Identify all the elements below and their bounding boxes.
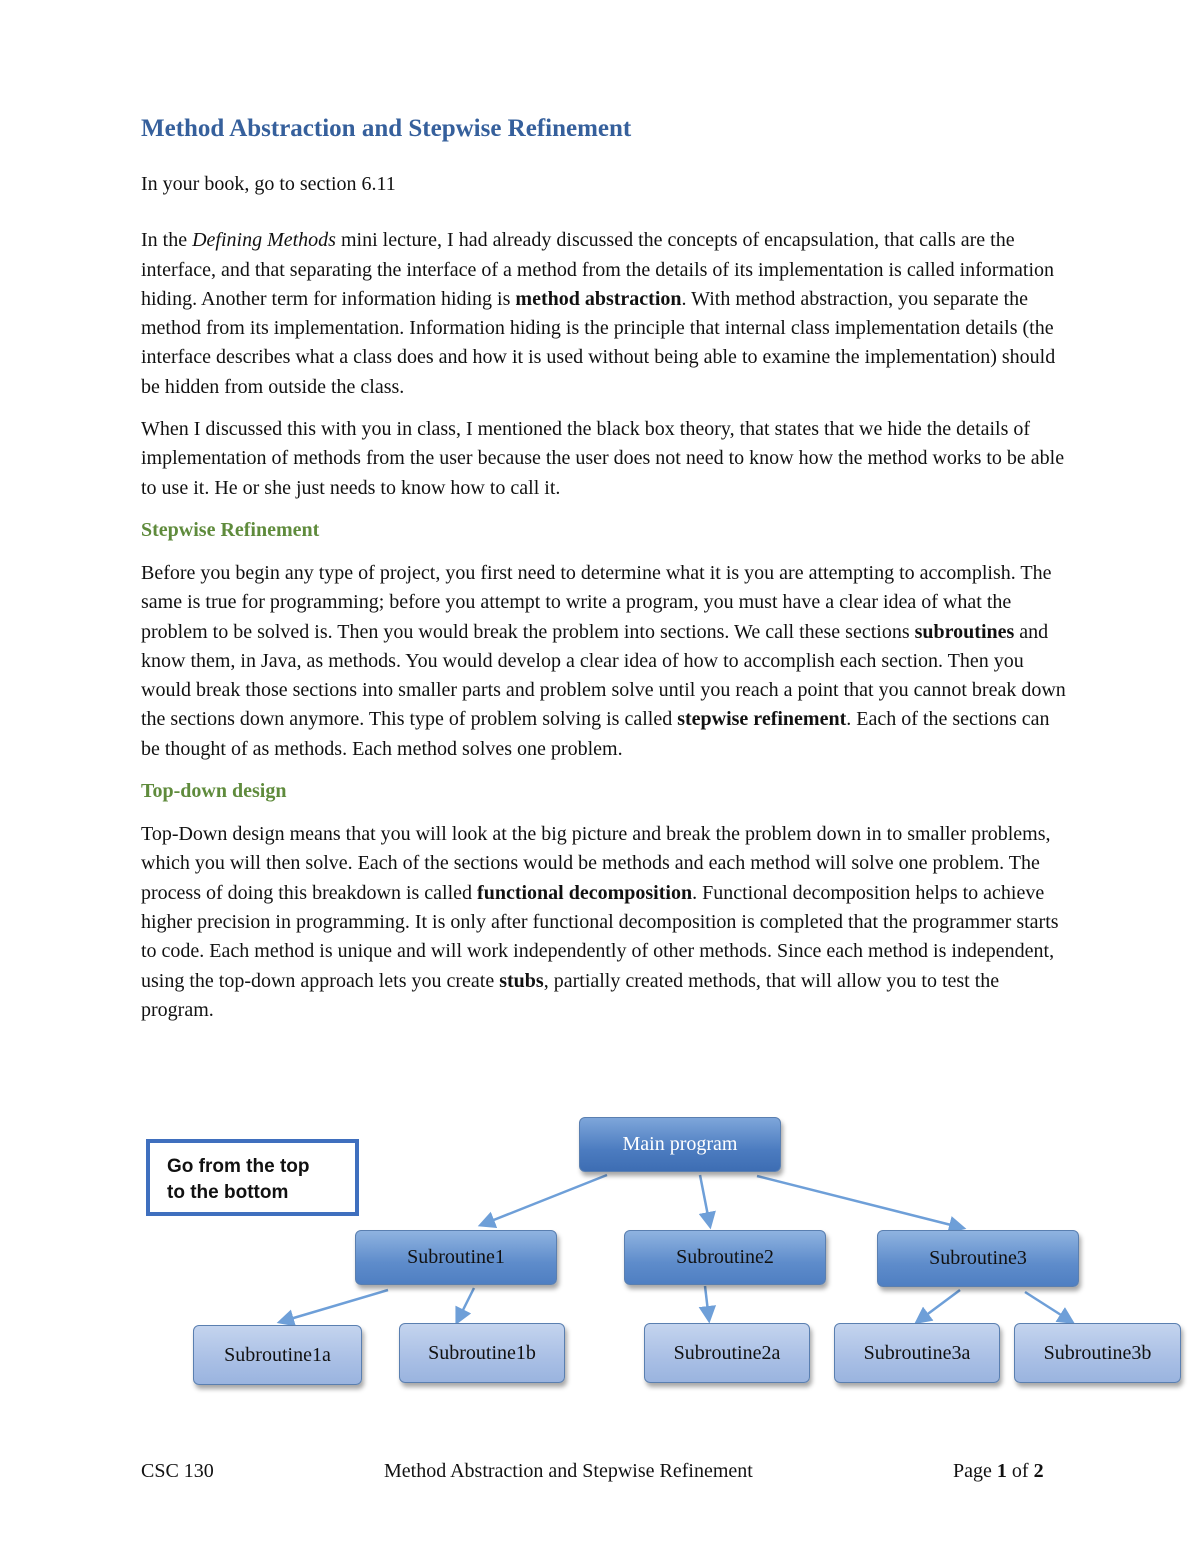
- node-main-program: Main program: [579, 1117, 781, 1172]
- node-subroutine3a: Subroutine3a: [834, 1323, 1000, 1383]
- text-run: , partially created methods, that will allow you to test the program.: [141, 969, 1000, 1021]
- page-title: Method Abstraction and Stepwise Refinement: [141, 115, 632, 142]
- arrow-main-to-sub2: [700, 1175, 710, 1226]
- arrow-main-to-sub1: [481, 1175, 607, 1225]
- node-subroutine2a: Subroutine2a: [644, 1323, 810, 1383]
- footer-page-current: 1: [996, 1460, 1007, 1482]
- footer-doc-title: Method Abstraction and Stepwise Refinement: [384, 1460, 753, 1482]
- text-run: In the: [141, 229, 193, 252]
- text-italic: Defining Methods: [192, 229, 336, 252]
- heading-stepwise-refinement: Stepwise Refinement: [141, 518, 320, 541]
- node-subroutine1: Subroutine1: [355, 1230, 557, 1285]
- text-bold: functional decomposition: [477, 881, 693, 904]
- text-run: mini lecture, I had already discussed the concepts of encapsulation, that calls are the interface, and that separating the interface of a method from the details of its implementation is called information hiding. Another term for information hiding is: [141, 229, 1055, 310]
- paragraph-top-down: [141, 820, 1071, 1025]
- paragraph-stepwise: [141, 559, 1071, 764]
- text-run: Top-Down design means that you will look at the big picture and break the problem down in to smaller problems, which you will then solve. Each of the sections would be methods and each method will solve one problem. The process of doing this breakdown is called: [141, 823, 1051, 904]
- footer-of-word: of: [1006, 1460, 1034, 1482]
- text-run: Before you begin any type of project, you first need to determine what it is you are attempting to accomplish. The same is true for programming; before you attempt to write a program, you must have a clear idea of what the problem to be solved is. Then you would break the problem into sections. We call these sections: [141, 561, 1052, 643]
- arrow-main-to-sub3: [757, 1176, 963, 1228]
- arrow-sub3-to-sub3b: [1025, 1292, 1072, 1322]
- text-run: . With method abstraction, you separate the method from its implementation. Information hiding is the principle that internal class implementation details (the interface describes what a class does and how it is used without being able to examine the implementation) should be hidden from outside the class.: [141, 287, 1056, 398]
- node-subroutine2: Subroutine2: [624, 1230, 826, 1285]
- node-subroutine1a: Subroutine1a: [193, 1325, 362, 1385]
- text-bold: stepwise refinement: [677, 708, 847, 731]
- node-subroutine3b: Subroutine3b: [1014, 1323, 1181, 1383]
- footer-page-number: [953, 1456, 1044, 1486]
- footer-page-total: 2: [1033, 1460, 1044, 1482]
- text-bold: subroutines: [914, 620, 1015, 643]
- text-bold: stubs: [499, 969, 544, 992]
- text-run: and know them, in Java, as methods. You would develop a clear idea of how to accomplish each section. Then you would break those sections into smaller parts and problem solve until you reach a point that you cannot break down the sections down anymore. This type of problem solving is called: [141, 620, 1066, 731]
- callout-box: [146, 1139, 359, 1216]
- heading-top-down-design: Top-down design: [141, 780, 287, 803]
- footer-page-word: Page: [953, 1460, 997, 1482]
- page-footer: [0, 1456, 1200, 1486]
- node-subroutine3: Subroutine3: [877, 1230, 1079, 1287]
- intro-paragraph: In your book, go to section 6.11: [141, 173, 396, 195]
- arrow-sub2-to-sub2a: [705, 1286, 709, 1320]
- text-bold: method abstraction: [515, 287, 682, 310]
- paragraph-abstraction: [141, 226, 1071, 402]
- document-body: [141, 170, 1071, 1025]
- node-subroutine1b: Subroutine1b: [399, 1323, 565, 1383]
- arrow-sub3-to-sub3a: [917, 1290, 960, 1322]
- callout-line-2: to the bottom: [167, 1182, 289, 1203]
- footer-course: CSC 130: [141, 1460, 214, 1482]
- callout-line-1: Go from the top: [167, 1156, 310, 1177]
- paragraph-black-box: When I discussed this with you in class, I mentioned the black box theory, that states that we hide the details of implementation of methods from the user because the user does not need to know how the method works to be able to use it. He or she just needs to know how to call it.: [141, 418, 1065, 499]
- text-run: . Each of the sections can be thought of as methods. Each method solves one problem.: [141, 708, 1050, 760]
- arrow-sub1-to-sub1a: [280, 1290, 388, 1322]
- arrow-sub1-to-sub1b: [457, 1288, 474, 1322]
- text-run: . Functional decomposition helps to achieve higher precision in programming. It is only after functional decomposition is completed that the programmer starts to code. Each method is unique and will work independently of other methods. Since each method is independent, using the top-down approach lets you create: [141, 881, 1059, 992]
